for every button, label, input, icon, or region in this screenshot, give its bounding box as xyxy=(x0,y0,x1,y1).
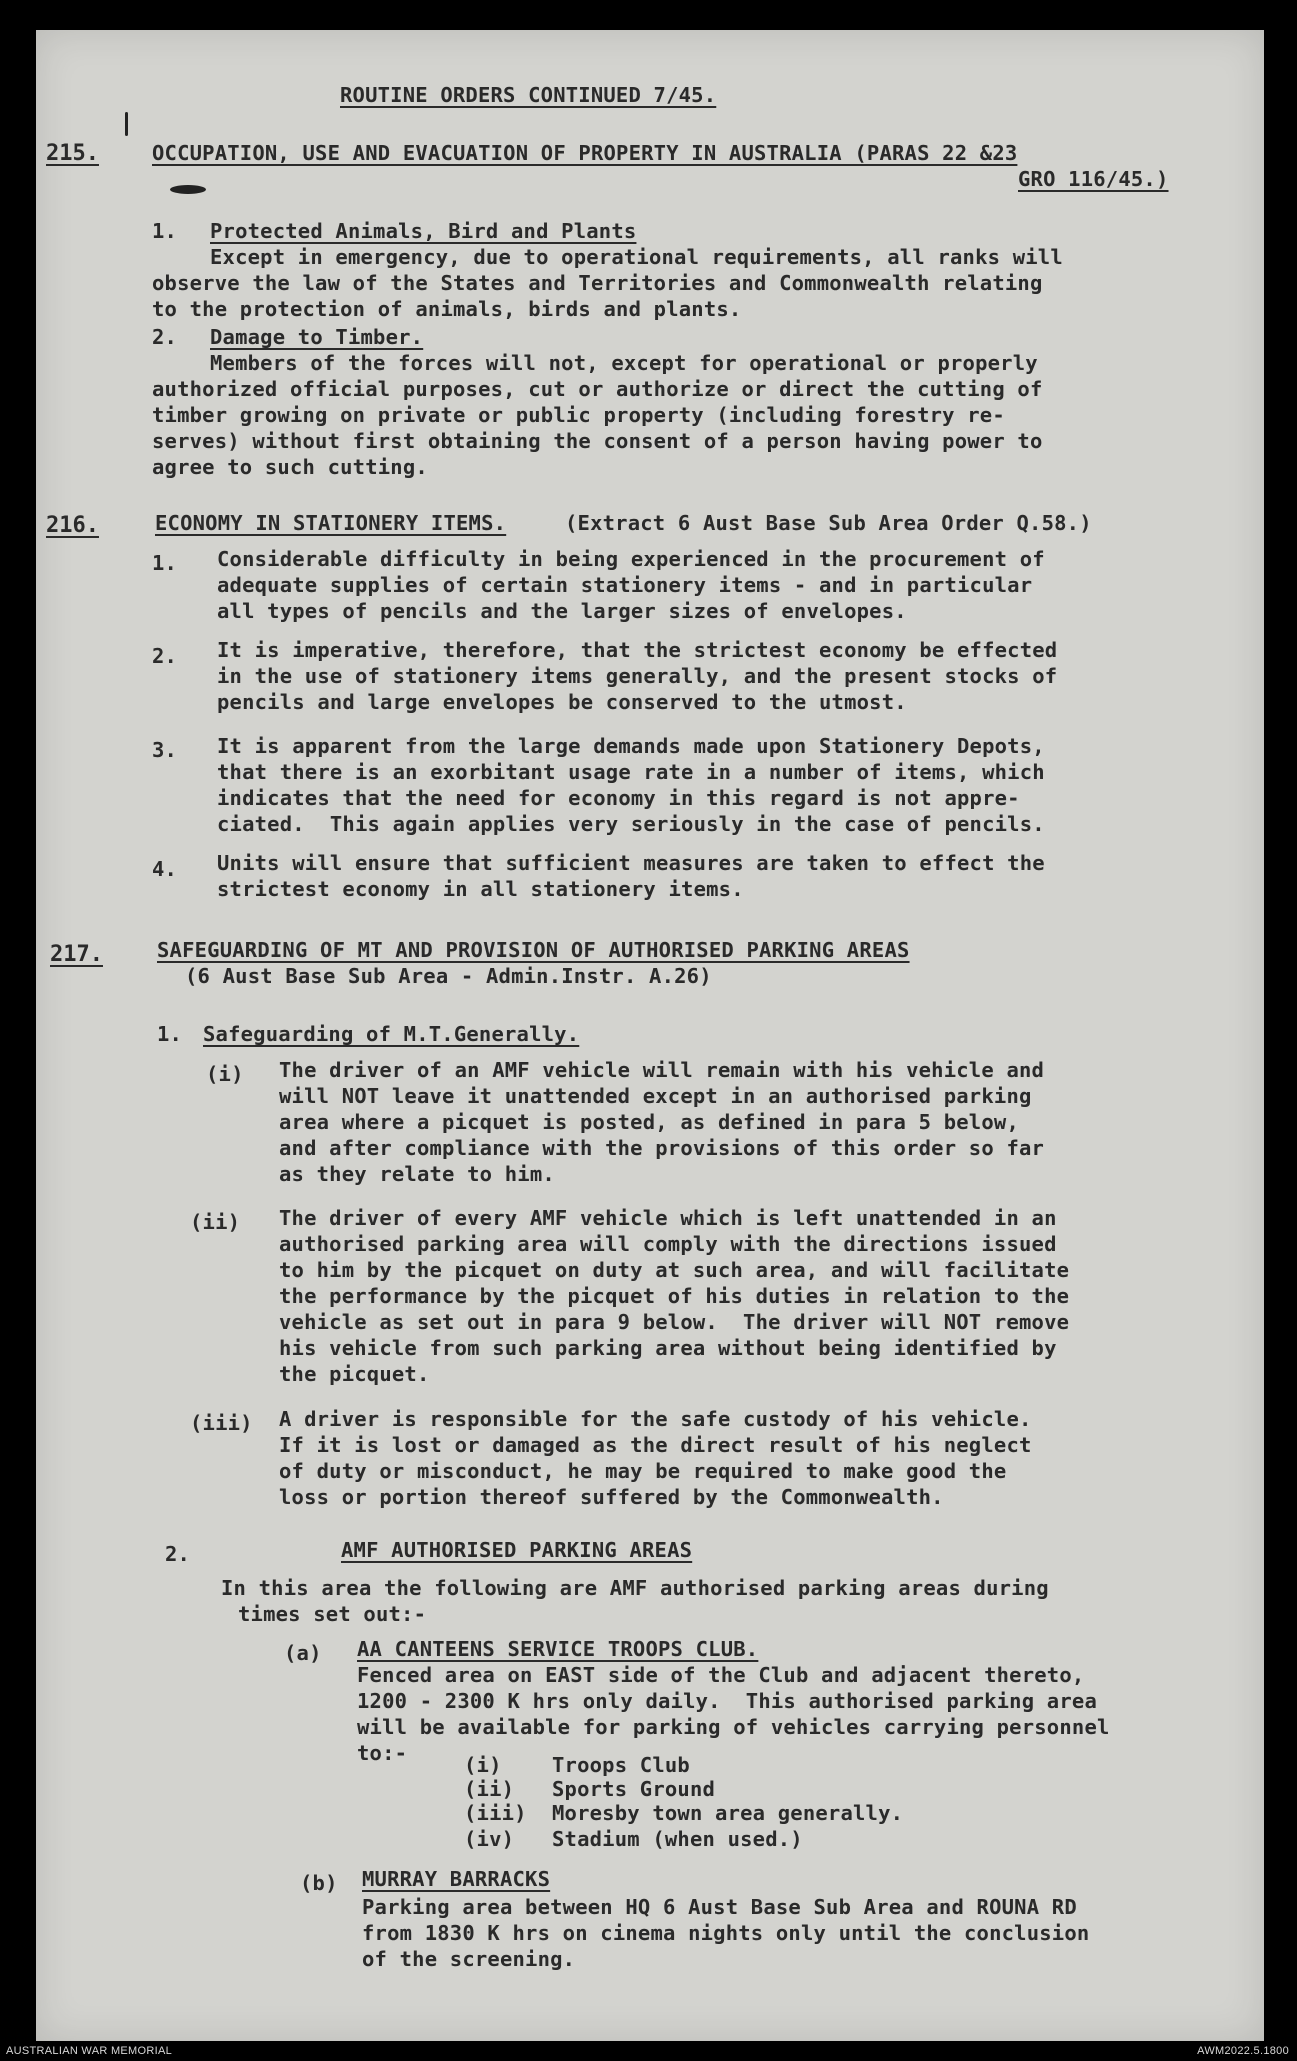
subitem-heading: MURRAY BARRACKS xyxy=(362,1867,551,1891)
list-item: Troops Club xyxy=(552,1753,690,1777)
subitem-number: (a) xyxy=(284,1641,322,1665)
text-line: the performance by the picquet of his duties in relation to the xyxy=(279,1284,1070,1308)
text-line: timber growing on private or public property (including forestry re- xyxy=(152,403,1005,427)
subitem-number: (b) xyxy=(300,1871,338,1895)
para-number: 2. xyxy=(165,1542,191,1566)
text-line: authorized official purposes, cut or authorize or direct the cutting of xyxy=(152,377,1043,401)
ink-mark xyxy=(125,112,128,136)
para-number: 1. xyxy=(152,219,178,243)
list-number: (iv) xyxy=(464,1827,515,1851)
section-title-ref: GRO 116/45.) xyxy=(1018,167,1169,191)
subitem-number: (iii) xyxy=(190,1411,253,1435)
section-number: 215. xyxy=(46,141,99,166)
text-line: of the screening. xyxy=(362,1947,576,1971)
text-line: to the protection of animals, birds and plants. xyxy=(152,297,742,321)
text-line: Members of the forces will not, except for operational or properly xyxy=(210,351,1038,375)
text-line: and after compliance with the provisions of this order so far xyxy=(279,1136,1045,1160)
text-line: indicates that the need for economy in this regard is not appre- xyxy=(217,786,1020,810)
text-line: serves) without first obtaining the consent of a person having power to xyxy=(152,429,1043,453)
text-line: times set out:- xyxy=(238,1602,427,1626)
para-heading: Protected Animals, Bird and Plants xyxy=(210,219,637,243)
section-title: OCCUPATION, USE AND EVACUATION OF PROPERTY IN AUSTRALIA (PARAS 22 &23 xyxy=(152,141,1018,165)
text-line: authorised parking area will comply with the directions issued xyxy=(279,1232,1057,1256)
text-line: as they relate to him. xyxy=(279,1162,555,1186)
item-number: 4. xyxy=(152,857,178,881)
text-line: that there is an exorbitant usage rate in a number of items, which xyxy=(217,760,1045,784)
text-line: to:- xyxy=(357,1741,408,1765)
para-number: 1. xyxy=(157,1022,183,1046)
text-line: to him by the picquet on duty at such area, and will facilitate xyxy=(279,1258,1070,1282)
text-line: Considerable difficulty in being experienced in the procurement of xyxy=(217,547,1045,571)
text-line: Except in emergency, due to operational requirements, all ranks will xyxy=(210,245,1063,269)
para-heading: Safeguarding of M.T.Generally. xyxy=(203,1022,580,1046)
list-number: (ii) xyxy=(464,1777,515,1801)
footer-left: AUSTRALIAN WAR MEMORIAL xyxy=(6,2045,173,2057)
text-line: his vehicle from such parking area without being identified by xyxy=(279,1336,1057,1360)
text-line: pencils and large envelopes be conserved to the utmost. xyxy=(217,690,907,714)
item-number: 1. xyxy=(152,551,178,575)
text-line: It is imperative, therefore, that the strictest economy be effected xyxy=(217,638,1058,662)
text-line: in the use of stationery items generally, and the present stocks of xyxy=(217,664,1058,688)
text-line: observe the law of the States and Territories and Commonwealth relating xyxy=(152,271,1043,295)
text-line: will NOT leave it unattended except in an authorised parking xyxy=(279,1084,1032,1108)
list-number: (i) xyxy=(464,1753,502,1777)
text-line: vehicle as set out in para 9 below. The driver will NOT remove xyxy=(279,1310,1070,1334)
para-heading: Damage to Timber. xyxy=(210,325,424,349)
text-line: strictest economy in all stationery items. xyxy=(217,877,744,901)
subitem-number: (ii) xyxy=(190,1210,241,1234)
text-line: will be available for parking of vehicles carrying personnel xyxy=(357,1715,1110,1739)
ink-mark xyxy=(170,185,206,194)
section-title: ECONOMY IN STATIONERY ITEMS. xyxy=(155,511,507,535)
text-line: A driver is responsible for the safe custody of his vehicle. xyxy=(279,1407,1032,1431)
text-line: Units will ensure that sufficient measures are taken to effect the xyxy=(217,851,1045,875)
text-line: The driver of every AMF vehicle which is left unattended in an xyxy=(279,1206,1057,1230)
text-line: area where a picquet is posted, as defined in para 5 below, xyxy=(279,1110,1019,1134)
para-heading: AMF AUTHORISED PARKING AREAS xyxy=(341,1538,693,1562)
item-number: 2. xyxy=(152,644,178,668)
para-number: 2. xyxy=(152,325,178,349)
text-line: The driver of an AMF vehicle will remain with his vehicle and xyxy=(279,1058,1045,1082)
text-line: It is apparent from the large demands made upon Stationery Depots, xyxy=(217,734,1045,758)
text-line: 1200 - 2300 K hrs only daily. This authorised parking area xyxy=(357,1689,1097,1713)
subitem-heading: AA CANTEENS SERVICE TROOPS CLUB. xyxy=(357,1637,759,1661)
text-line: of duty or misconduct, he may be required to make good the xyxy=(279,1459,1007,1483)
footer-right: AWM2022.5.1800 xyxy=(1197,2045,1289,2057)
text-line: In this area the following are AMF authorised parking areas during xyxy=(221,1576,1049,1600)
page-header: ROUTINE ORDERS CONTINUED 7/45. xyxy=(340,83,717,107)
text-line: adequate supplies of certain stationery items - and in particular xyxy=(217,573,1033,597)
text-line: If it is lost or damaged as the direct result of his neglect xyxy=(279,1433,1032,1457)
text-line: the picquet. xyxy=(279,1362,430,1386)
subitem-number: (i) xyxy=(206,1062,244,1086)
section-number: 216. xyxy=(46,513,99,538)
list-item: Sports Ground xyxy=(552,1777,716,1801)
section-title-extra: (Extract 6 Aust Base Sub Area Order Q.58.) xyxy=(565,511,1092,535)
text-line: loss or portion thereof suffered by the Commonwealth. xyxy=(279,1485,944,1509)
text-line: ciated. This again applies very seriously in the case of pencils. xyxy=(217,812,1045,836)
list-item: Stadium (when used.) xyxy=(552,1827,803,1851)
text-line: agree to such cutting. xyxy=(152,455,428,479)
item-number: 3. xyxy=(152,738,178,762)
text-line: Fenced area on EAST side of the Club and adjacent thereto, xyxy=(357,1663,1085,1687)
section-subtitle: (6 Aust Base Sub Area - Admin.Instr. A.26) xyxy=(185,964,712,988)
text-line: all types of pencils and the larger sizes of envelopes. xyxy=(217,599,907,623)
section-number: 217. xyxy=(50,942,103,967)
section-title: SAFEGUARDING OF MT AND PROVISION OF AUTHORISED PARKING AREAS xyxy=(157,938,910,962)
text-line: Parking area between HQ 6 Aust Base Sub Area and ROUNA RD xyxy=(362,1895,1077,1919)
list-number: (iii) xyxy=(464,1801,527,1825)
list-item: Moresby town area generally. xyxy=(552,1801,904,1825)
text-line: from 1830 K hrs on cinema nights only until the conclusion xyxy=(362,1921,1090,1945)
